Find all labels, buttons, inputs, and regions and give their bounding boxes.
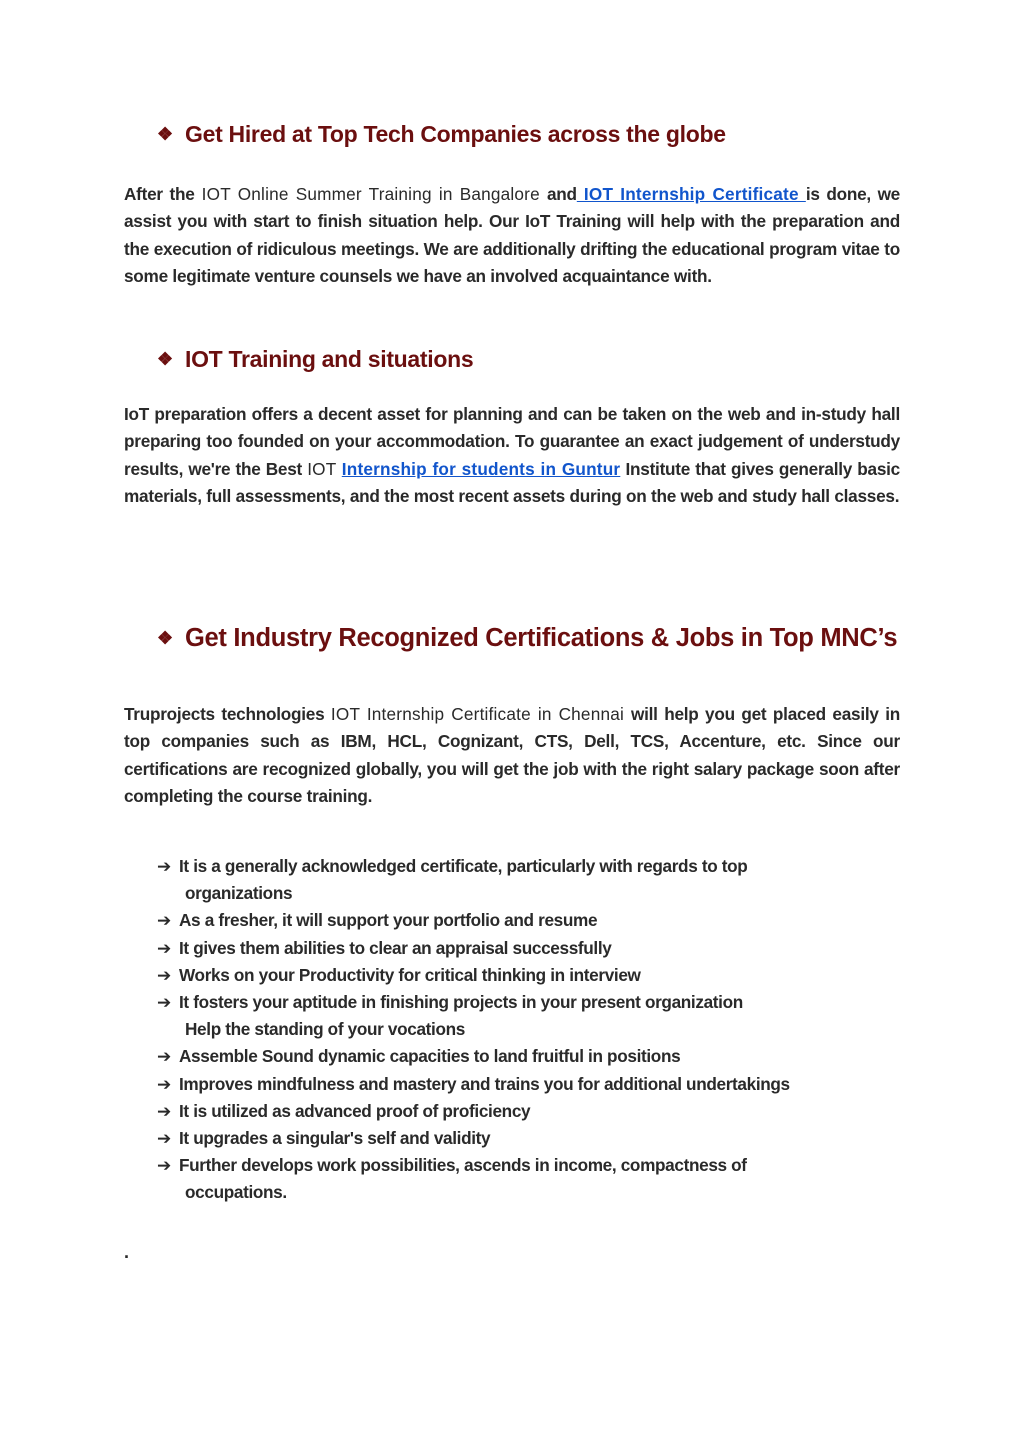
para-plain: IOT Online Summer Training in Bangalore: [194, 184, 547, 204]
para-and: and: [546, 184, 577, 204]
arrow-bullet-icon: ➔: [157, 1100, 172, 1121]
heading-text: IOT Training and situations: [185, 346, 474, 372]
list-item-text: It fosters your aptitude in finishing projects in your present organization: [179, 992, 743, 1013]
list-item-text: It upgrades a singular's self and validity: [179, 1128, 491, 1149]
list-item: [157, 907, 917, 934]
para-rest: is done, we assist you with start to finish situation help. Our IoT Training will help with the preparation and the execution of ridiculous meetings. We are additionally drifting the educational program vitae to some legitimate venture counsels we have an involved acquaintance with.: [124, 184, 900, 286]
diamond-bullet-icon: ❖: [157, 349, 173, 369]
benefits-list: [157, 853, 917, 1207]
link-iot-internship-certificate[interactable]: IOT Internship Certificate: [576, 184, 806, 204]
paragraph-hired: [124, 181, 900, 290]
list-item-extra: [157, 1016, 917, 1043]
list-item: [157, 1125, 917, 1152]
list-item: [157, 853, 917, 907]
list-item: [157, 989, 917, 1016]
list-item-text: Works on your Productivity for critical thinking in interview: [179, 964, 641, 985]
para-lead: After the: [124, 184, 195, 204]
list-item-text: Help the standing of your vocations: [185, 1019, 465, 1040]
heading-text: Get Hired at Top Tech Companies across the globe: [185, 121, 726, 147]
list-item: [157, 962, 917, 989]
diamond-bullet-icon: ❖: [157, 124, 173, 144]
section-heading-training: [157, 346, 473, 373]
list-item-continuation: organizations: [185, 883, 293, 904]
para-lead: Truprojects technologies: [124, 704, 331, 724]
arrow-bullet-icon: ➔: [157, 1073, 172, 1094]
list-item: [157, 1043, 917, 1070]
paragraph-certifications: [124, 701, 900, 810]
arrow-bullet-icon: ➔: [157, 992, 172, 1013]
para-text-1: IoT preparation offers a decent asset for planning and can be taken on the web and in-study hall preparing too founded on your accommodation. To guarantee an exact judgement of understudy results, we're the Best: [124, 404, 900, 479]
list-item-text: Further develops work possibilities, ascends in income, compactness of: [179, 1155, 747, 1176]
paragraph-training: [124, 401, 900, 510]
para-plain: IOT Internship Certificate in Chennai: [330, 704, 631, 724]
list-item-text: Improves mindfulness and mastery and trains you for additional undertakings: [179, 1073, 790, 1094]
arrow-bullet-icon: ➔: [157, 1046, 172, 1067]
stray-period: .: [124, 1242, 130, 1262]
arrow-bullet-icon: ➔: [157, 1128, 172, 1149]
list-item: [157, 1152, 917, 1206]
list-item-continuation: occupations.: [185, 1182, 287, 1203]
list-item: [157, 1071, 917, 1098]
diamond-bullet-icon: ❖: [157, 628, 173, 648]
para-rest: will help you get placed easily in top companies such as IBM, HCL, Cognizant, CTS, Dell, TCS, Accenture, etc. Since our certifications are recognized globally, you will get the job with the right salary package soon after completing the course training.: [124, 704, 900, 806]
arrow-bullet-icon: ➔: [157, 1155, 172, 1176]
arrow-bullet-icon: ➔: [157, 856, 172, 876]
list-item: [157, 935, 917, 962]
heading-text: Get Industry Recognized Certifications & Jobs in Top MNC’s: [185, 624, 898, 652]
list-item-text: Assemble Sound dynamic capacities to land fruitful in positions: [179, 1046, 681, 1067]
para-text-2: Institute that gives generally basic materials, full assessments, and the most recent assets during on the web and study hall classes.: [124, 458, 900, 506]
arrow-bullet-icon: ➔: [157, 910, 172, 931]
list-item: [157, 1098, 917, 1125]
section-heading-certifications: [157, 624, 897, 653]
list-item-text: It is a generally acknowledged certificate, particularly with regards to top: [179, 856, 748, 876]
list-item-text: It is utilized as advanced proof of proficiency: [179, 1100, 531, 1121]
list-item-text: As a fresher, it will support your portfolio and resume: [179, 910, 598, 931]
section-heading-hired: [157, 121, 726, 148]
list-item-text: It gives them abilities to clear an appraisal successfully: [179, 937, 612, 958]
para-plain: IOT: [307, 458, 342, 479]
link-internship-guntur[interactable]: Internship for students in Guntur: [341, 458, 621, 479]
arrow-bullet-icon: ➔: [157, 937, 172, 958]
arrow-bullet-icon: ➔: [157, 964, 172, 985]
